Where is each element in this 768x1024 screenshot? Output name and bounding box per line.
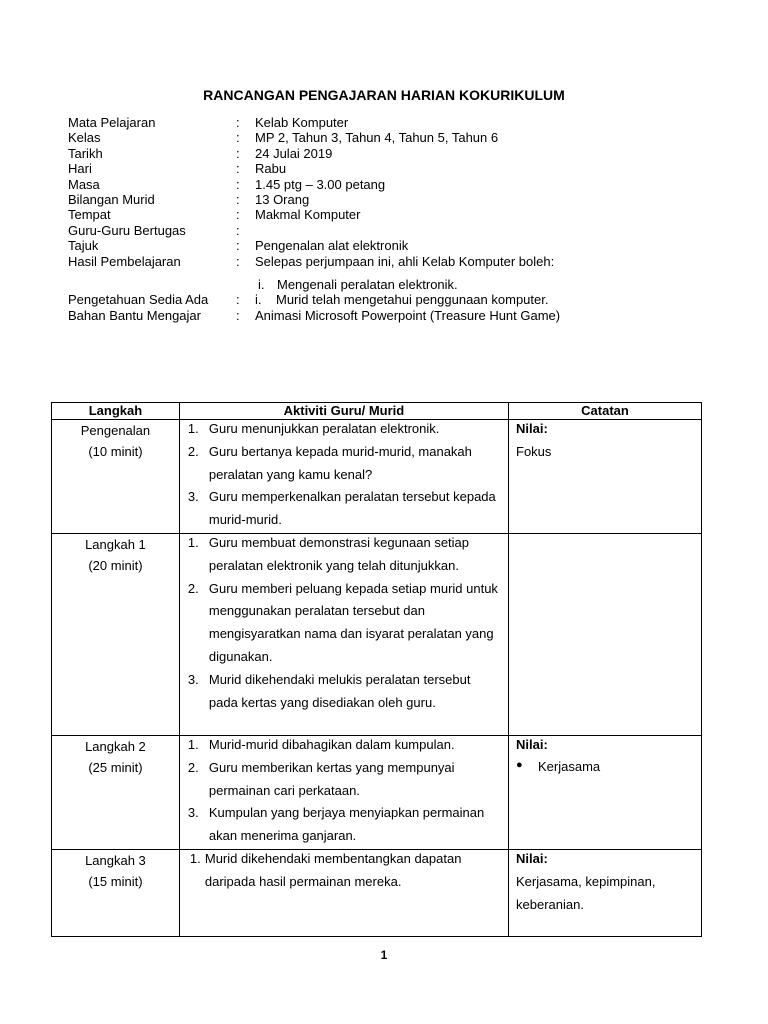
info-value: Kelab Komputer	[255, 115, 349, 130]
table-row	[52, 420, 702, 534]
list-item	[181, 848, 507, 894]
step-name: Langkah 3	[85, 852, 146, 868]
info-value: 1.45 ptg – 3.00 petang	[255, 176, 386, 192]
activity-list	[181, 532, 507, 714]
info-colon: :	[236, 191, 240, 207]
note-title: Nilai:	[516, 736, 548, 752]
list-item	[181, 578, 507, 669]
info-colon: :	[236, 292, 240, 308]
list-number: 2.	[187, 443, 199, 459]
list-text: Kumpulan yang berjaya menyiapkan permainan akan menerima ganjaran.	[208, 805, 485, 844]
note-cell	[509, 735, 702, 849]
info-label: Kelas	[68, 130, 101, 146]
list-text: Murid dikehendaki membentangkan dapatan daripada hasil permainan mereka.	[204, 850, 462, 889]
activity-list	[181, 734, 507, 848]
list-text: Guru bertanya kepada murid-murid, manakah peralatan yang kamu kenal?	[208, 443, 472, 482]
list-number: 2.	[187, 759, 199, 775]
table-row	[52, 849, 702, 936]
step-time: (15 minit)	[88, 873, 143, 889]
info-value: Animasi Microsoft Powerpoint (Treasure Hunt Game)	[255, 307, 561, 323]
info-value: Makmal Komputer	[255, 207, 361, 223]
header-catatan: Catatan	[509, 403, 702, 420]
info-colon: :	[236, 307, 240, 323]
info-colon: :	[236, 238, 240, 254]
step-name: Pengenalan	[80, 423, 151, 438]
activity-list	[181, 848, 507, 894]
list-item	[181, 441, 507, 487]
list-text: Guru menunjukkan peralatan elektronik.	[208, 421, 440, 436]
activity-cell	[179, 420, 508, 534]
info-label: Bahan Bantu Mengajar	[68, 307, 201, 323]
header-aktiviti: Aktiviti Guru/ Murid	[179, 403, 508, 420]
info-label: Hari	[68, 161, 92, 177]
list-text: Guru memberi peluang kepada setiap murid untuk menggunakan peralatan tersebut dan mengisyaratkan nama dan isyarat peralatan yang digunakan.	[208, 580, 498, 664]
info-label: Tajuk	[68, 238, 99, 254]
hasil-item-text: Mengenali peralatan elektronik.	[277, 276, 458, 292]
step-time: (25 minit)	[88, 759, 143, 775]
info-value: 13 Orang	[255, 191, 310, 207]
page-title: RANCANGAN PENGAJARAN HARIAN KOKURIKULUM	[203, 87, 565, 103]
info-colon: :	[236, 161, 240, 177]
info-value: Selepas perjumpaan ini, ahli Kelab Komputer boleh:	[255, 253, 555, 269]
list-text: Guru membuat demonstrasi kegunaan setiap peralatan elektronik yang telah ditunjukkan.	[208, 534, 470, 573]
list-number: 1.	[187, 421, 199, 436]
note-cell	[509, 533, 702, 735]
hasil-item-number: i.	[258, 276, 265, 292]
info-colon: :	[236, 176, 240, 192]
list-item	[181, 486, 507, 532]
step-cell	[52, 735, 180, 849]
info-colon: :	[236, 145, 240, 161]
table-row	[52, 735, 702, 849]
info-label: Guru-Guru Bertugas	[68, 222, 186, 238]
list-item	[181, 532, 507, 578]
info-label: Hasil Pembelajaran	[68, 253, 181, 269]
info-value: Pengenalan alat elektronik	[255, 238, 409, 254]
info-colon: :	[236, 222, 240, 238]
info-value: 24 Julai 2019	[255, 145, 333, 161]
step-name: Langkah 2	[85, 738, 146, 754]
list-number: 3.	[187, 489, 199, 505]
note-bullet-text: Kerjasama	[538, 758, 601, 774]
info-label: Bilangan Murid	[68, 191, 155, 207]
list-text: Murid dikehendaki melukis peralatan tersebut pada kertas yang disediakan oleh guru.	[208, 671, 471, 710]
info-colon: :	[236, 130, 240, 146]
list-number: 3.	[187, 805, 199, 821]
note-title: Nilai:	[516, 850, 548, 866]
activity-cell	[179, 849, 508, 936]
list-item	[181, 802, 507, 848]
list-number: 1.	[187, 736, 199, 752]
header-langkah: Langkah	[52, 403, 180, 420]
info-colon: :	[236, 207, 240, 223]
list-item	[181, 734, 507, 757]
info-colon: :	[236, 115, 240, 130]
list-number: 1.	[189, 850, 201, 866]
page-number: 1	[380, 948, 388, 962]
note-text: Fokus	[516, 443, 552, 459]
info-label: Pengetahuan Sedia Ada	[68, 292, 209, 308]
info-value: MP 2, Tahun 3, Tahun 4, Tahun 5, Tahun 6	[255, 130, 499, 146]
activity-cell	[179, 533, 508, 735]
list-number: 1.	[187, 534, 199, 550]
step-cell	[52, 533, 180, 735]
step-name: Langkah 1	[85, 536, 146, 552]
bullet-icon: ●	[516, 758, 523, 771]
step-cell	[52, 849, 180, 936]
list-text: Guru memberikan kertas yang mempunyai permainan cari perkataan.	[208, 759, 455, 798]
table-header-row	[52, 403, 702, 420]
list-item	[181, 669, 507, 715]
info-label: Mata Pelajaran	[68, 115, 156, 130]
note-text: Kerjasama, kepimpinan, keberanian.	[516, 873, 656, 912]
info-label: Tarikh	[68, 145, 103, 161]
list-number: 2.	[187, 580, 199, 596]
list-number: 3.	[187, 671, 199, 687]
list-text: Murid-murid dibahagikan dalam kumpulan.	[208, 736, 455, 752]
list-item	[181, 757, 507, 803]
info-label: Masa	[68, 176, 100, 192]
list-text: Guru memperkenalkan peralatan tersebut kepada murid-murid.	[208, 489, 496, 528]
note-cell	[509, 849, 702, 936]
info-value: Murid telah mengetahui penggunaan komputer.	[276, 292, 549, 308]
note-title: Nilai:	[516, 421, 548, 436]
list-item	[181, 418, 507, 441]
table-row	[52, 533, 702, 735]
note-cell	[509, 420, 702, 534]
lesson-plan-table	[51, 402, 702, 937]
info-label: Tempat	[68, 207, 111, 223]
step-cell	[52, 420, 180, 534]
info-colon: :	[236, 253, 240, 269]
activity-list	[181, 418, 507, 532]
activity-cell	[179, 735, 508, 849]
step-time: (20 minit)	[88, 557, 143, 573]
info-value: Rabu	[255, 161, 287, 177]
pengetahuan-number: i.	[255, 292, 262, 308]
step-time: (10 minit)	[88, 444, 143, 459]
note-bullet	[510, 759, 700, 774]
